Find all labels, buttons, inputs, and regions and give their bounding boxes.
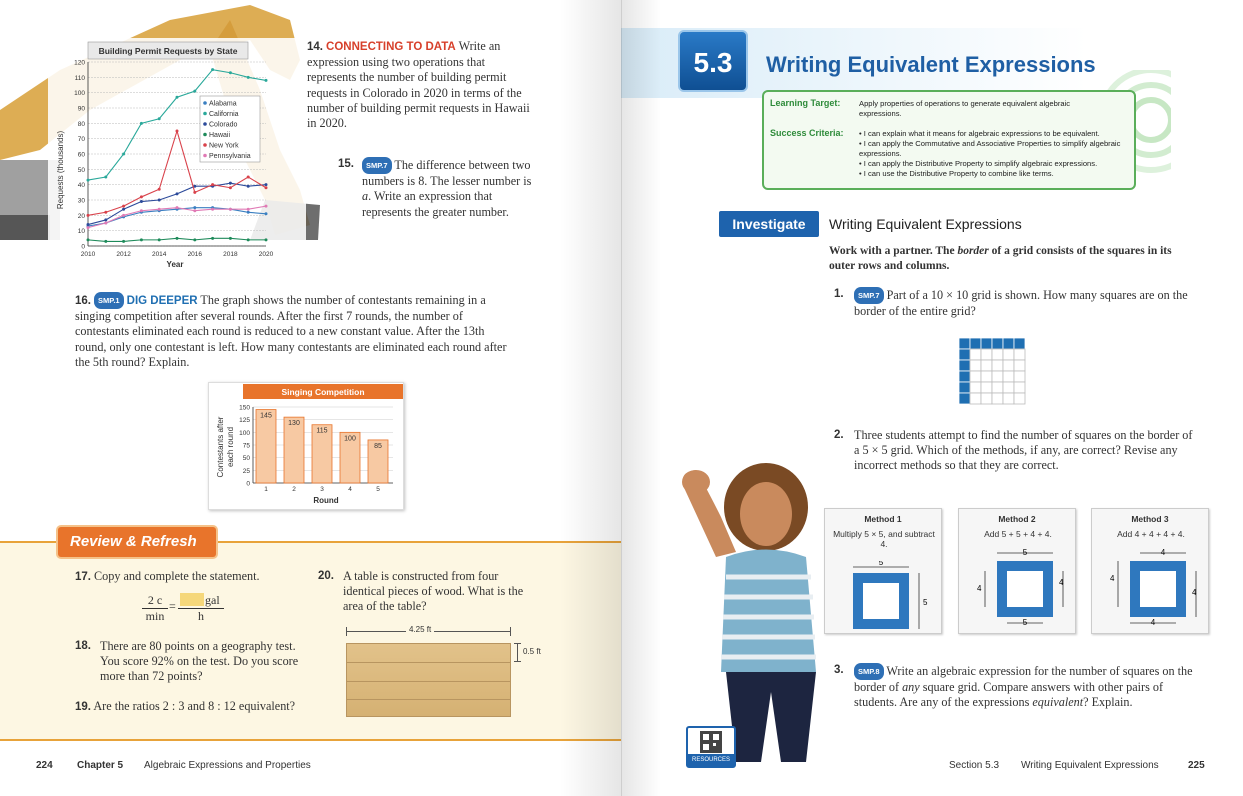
grid-inner-square xyxy=(1014,360,1025,371)
iq1-smp-badge: SMP.7 xyxy=(854,287,884,304)
x-tick-label: 3 xyxy=(320,486,324,493)
q17-proportion xyxy=(142,593,242,627)
wood-plank-divider xyxy=(347,662,510,663)
x-tick-label: 2010 xyxy=(80,251,96,258)
method-1-title: Method 1 xyxy=(864,514,902,524)
grid-border-square xyxy=(959,382,970,393)
grid-inner-square xyxy=(981,371,992,382)
question-15 xyxy=(340,157,540,220)
data-point xyxy=(122,205,125,208)
svg-text:4: 4 xyxy=(1150,618,1156,627)
grid-border-square xyxy=(959,371,970,382)
y-tick-label: 75 xyxy=(242,442,250,450)
question-18 xyxy=(75,639,300,685)
grid-inner-square xyxy=(992,349,1003,360)
q17-blank-box[interactable] xyxy=(180,593,204,606)
q20-width-label: 4.25 ft xyxy=(406,625,434,634)
grid-border-square xyxy=(959,338,970,349)
criteria-item: • I can use the Distributive Property to combine like terms. xyxy=(859,169,1054,178)
data-point xyxy=(140,195,143,198)
y-tick-label: 100 xyxy=(239,429,250,437)
svg-text:5: 5 xyxy=(1022,618,1028,627)
question-19 xyxy=(75,699,325,715)
q17-frac1-den: min xyxy=(145,609,165,623)
iq2-number: 2. xyxy=(834,429,844,441)
data-point xyxy=(229,182,232,185)
q14-text: Write an expression using two operations that represents the number of building permit requests in Colorado in 2020 in terms of the number of building permit requests in Hawaii in 2020. xyxy=(307,39,530,131)
legend-marker xyxy=(203,133,207,137)
learning-target-label: Learning Target: xyxy=(770,98,841,108)
data-point xyxy=(229,71,232,74)
grid-inner-square xyxy=(992,360,1003,371)
investigate-title: Writing Equivalent Expressions xyxy=(829,216,1022,232)
data-point xyxy=(87,238,90,241)
question-20 xyxy=(318,569,528,615)
q15-number: 15. xyxy=(338,158,354,170)
data-point xyxy=(211,237,214,240)
grid-inner-square xyxy=(970,349,981,360)
investigate-question-1 xyxy=(834,287,1194,319)
q17-text: Copy and complete the statement. xyxy=(94,569,260,583)
data-point xyxy=(176,96,179,99)
data-point xyxy=(158,238,161,241)
data-point xyxy=(104,176,107,179)
method-3-text: Add 4 + 4 + 4 + 4. xyxy=(1117,529,1185,539)
data-point xyxy=(87,223,90,226)
grid-inner-square xyxy=(970,360,981,371)
section-number-badge: 5.3 xyxy=(678,30,748,92)
q16-number: 16. xyxy=(75,295,91,307)
bar-value-label: 145 xyxy=(260,412,272,420)
wood-plank-divider xyxy=(347,681,510,682)
question-17 xyxy=(75,569,295,585)
bar-round-1 xyxy=(256,410,276,483)
bar-value-label: 115 xyxy=(316,427,328,435)
q16-text: The graph shows the number of contestants remaining in a singing competition after several rounds. After the first 7 rounds, the number of contestants eliminated each round is reduced to a new constant value. After the 13th round, only one contestant is left. How many contestants are eliminated each round after the 5th round? Explain. xyxy=(75,293,507,369)
x-tick-label: 2018 xyxy=(223,251,238,258)
grid-border-square xyxy=(1003,338,1014,349)
data-point xyxy=(140,238,143,241)
q17-frac1-num: 2 c xyxy=(147,593,163,607)
y-tick-label: 70 xyxy=(77,136,85,144)
question-16 xyxy=(75,292,515,370)
q20-number: 20. xyxy=(318,570,334,582)
grid-inner-square xyxy=(1003,371,1014,382)
right-page xyxy=(621,0,1243,796)
data-point xyxy=(247,76,250,79)
iq1-text: Part of a 10 × 10 grid is shown. How many squares are on the border of the entire grid? xyxy=(854,288,1188,319)
data-point xyxy=(229,237,232,240)
data-point xyxy=(158,208,161,211)
success-criteria-list xyxy=(859,129,1124,179)
data-point xyxy=(87,214,90,217)
iq2-text: Three students attempt to find the number of squares on the border of a 5 × 5 grid. Which of the methods, if any, are correct? Revise any incorrect methods so that they are correct. xyxy=(854,428,1193,473)
q19-number: 19. xyxy=(75,701,91,713)
data-point xyxy=(176,206,179,209)
data-point xyxy=(193,238,196,241)
x-axis-label: Year xyxy=(166,260,184,268)
y-tick-label: 10 xyxy=(77,228,85,236)
data-point xyxy=(193,191,196,194)
y-tick-label: 100 xyxy=(74,90,85,98)
data-point xyxy=(104,222,107,225)
data-point xyxy=(122,214,125,217)
x-tick-label: 2012 xyxy=(116,251,131,258)
data-point xyxy=(247,211,250,214)
q14-heading: CONNECTING TO DATA xyxy=(326,41,456,53)
y-tick-label: 25 xyxy=(242,467,250,475)
chart2-y-label-2: each round xyxy=(226,426,235,468)
method-2-diagram xyxy=(973,545,1073,629)
svg-text:5: 5 xyxy=(923,598,928,607)
criteria-item: • I can apply the Commutative and Associative Properties to simplify algebraic expressions. xyxy=(859,139,1121,158)
right-page-number: 225 xyxy=(1188,760,1205,771)
chart-title: Building Permit Requests by State xyxy=(98,46,238,56)
chart2-title: Singing Competition xyxy=(281,387,365,397)
data-point xyxy=(265,212,268,215)
grid-inner-square xyxy=(981,393,992,404)
data-point xyxy=(140,200,143,203)
singing-competition-chart xyxy=(208,382,404,510)
q20-height-tick xyxy=(514,661,521,662)
q17-number: 17. xyxy=(75,571,91,583)
y-tick-label: 20 xyxy=(77,212,85,220)
data-point xyxy=(104,240,107,243)
question-14 xyxy=(307,39,537,131)
x-tick-label: 2020 xyxy=(258,251,274,258)
q16-smp-badge: SMP.1 xyxy=(94,292,124,309)
grid-inner-square xyxy=(981,349,992,360)
svg-text:4: 4 xyxy=(1192,588,1197,597)
data-point xyxy=(265,205,268,208)
q16-heading: DIG DEEPER xyxy=(126,295,198,307)
q17-frac2-den: h xyxy=(198,609,204,623)
data-point xyxy=(265,186,268,189)
data-point xyxy=(104,211,107,214)
method-3-card xyxy=(1091,508,1209,634)
y-tick-label: 110 xyxy=(74,74,85,82)
data-point xyxy=(211,183,214,186)
legend-label: Pennsylvania xyxy=(209,153,251,160)
resources-qr-code[interactable] xyxy=(686,726,736,768)
grid-inner-square xyxy=(981,382,992,393)
data-point xyxy=(158,117,161,120)
partial-10x10-grid xyxy=(957,336,1029,408)
q15-smp-badge: SMP.7 xyxy=(362,157,392,174)
grid-border-square xyxy=(1014,338,1025,349)
grid-inner-square xyxy=(970,393,981,404)
y-axis-label: Requests (thousands) xyxy=(56,130,65,210)
data-point xyxy=(247,208,250,211)
legend-label: Hawaii xyxy=(209,132,231,139)
investigate-question-3: 3. SMP.8 Write an algebraic expression for the number of squares on the border of any square grid. Compare answers with other pairs of students. Are any of the expressions equivalent? Explain. xyxy=(834,664,1193,710)
bar-value-label: 100 xyxy=(344,435,356,443)
x-tick-label: 2014 xyxy=(151,251,167,258)
q20-width-tick-right xyxy=(510,627,511,636)
data-point xyxy=(122,153,125,156)
iq3-smp-badge: SMP.8 xyxy=(854,663,884,680)
data-point xyxy=(104,218,107,221)
grid-inner-square xyxy=(1003,382,1014,393)
q20-height-label: 0.5 ft xyxy=(523,647,541,656)
grid-inner-square xyxy=(981,360,992,371)
svg-text:5: 5 xyxy=(1022,548,1028,557)
method-3-diagram xyxy=(1106,545,1206,629)
grid-inner-square xyxy=(1003,393,1014,404)
data-point xyxy=(176,130,179,133)
y-tick-label: 40 xyxy=(77,182,85,190)
data-point xyxy=(265,183,268,186)
data-point xyxy=(158,199,161,202)
grid-border-square xyxy=(959,393,970,404)
grid-inner-square xyxy=(1014,382,1025,393)
grid-inner-square xyxy=(970,382,981,393)
y-tick-label: 90 xyxy=(77,105,85,113)
svg-text:4: 4 xyxy=(1160,548,1166,557)
legend-marker xyxy=(203,143,207,147)
legend-marker xyxy=(203,112,207,116)
grid-inner-square xyxy=(1014,349,1025,360)
grid-inner-square xyxy=(992,371,1003,382)
learning-target-text: Apply properties of operations to generate equivalent algebraic expressions. xyxy=(859,99,1071,118)
data-point xyxy=(176,237,179,240)
legend-label: Alabama xyxy=(209,100,237,108)
y-tick-label: 60 xyxy=(77,151,85,159)
q17-frac2-unit: gal xyxy=(205,593,220,607)
x-tick-label: 4 xyxy=(348,486,352,493)
data-point xyxy=(193,90,196,93)
chart2-y-label-1: Contestants after xyxy=(216,416,225,478)
review-refresh-tab: Review & Refresh xyxy=(58,527,216,557)
iq3-number: 3. xyxy=(834,664,844,676)
bar-value-label: 85 xyxy=(374,442,382,450)
data-point xyxy=(247,238,250,241)
data-point xyxy=(158,188,161,191)
legend-label: Colorado xyxy=(209,121,238,129)
chart2-x-label: Round xyxy=(313,496,339,505)
right-section-title: Writing Equivalent Expressions xyxy=(1021,760,1159,771)
data-point xyxy=(122,240,125,243)
legend-label: New York xyxy=(209,142,239,150)
grid-border-square xyxy=(970,338,981,349)
data-point xyxy=(247,185,250,188)
data-point xyxy=(87,179,90,182)
grid-inner-square xyxy=(1003,349,1014,360)
x-tick-label: 1 xyxy=(264,486,268,493)
grid-inner-square xyxy=(970,371,981,382)
q20-height-dimension xyxy=(514,643,554,663)
data-point xyxy=(193,206,196,209)
resources-label: RESOURCES xyxy=(688,754,734,766)
right-section-label: Section 5.3 xyxy=(949,760,1000,771)
q17-equals: = xyxy=(169,599,176,613)
grid-inner-square xyxy=(992,382,1003,393)
criteria-item: • I can apply the Distributive Property to simplify algebraic expressions. xyxy=(859,159,1098,168)
grid-border-square xyxy=(981,338,992,349)
data-point xyxy=(140,122,143,125)
grid-border-square xyxy=(959,360,970,371)
method-2-card xyxy=(958,508,1076,634)
criteria-item: • I can explain what it means for algebraic expressions to be equivalent. xyxy=(859,129,1100,138)
y-tick-label: 50 xyxy=(242,455,250,463)
q15-variable: a xyxy=(362,189,369,204)
learning-target-box xyxy=(762,90,1136,190)
left-page xyxy=(0,0,621,796)
student-photo xyxy=(666,462,866,762)
y-tick-label: 125 xyxy=(239,417,250,425)
x-tick-label: 2016 xyxy=(187,251,203,258)
q18-text: There are 80 points on a geography test. You score 92% on the test. Do you score more than 72 points? xyxy=(100,639,299,684)
legend-marker xyxy=(203,122,207,126)
data-point xyxy=(193,209,196,212)
investigate-question-2 xyxy=(834,428,1194,474)
svg-text:4: 4 xyxy=(977,584,982,593)
q20-width-dimension xyxy=(346,625,511,639)
q20-text: A table is constructed from four identical pieces of wood. What is the area of the table? xyxy=(343,569,524,614)
data-point xyxy=(140,209,143,212)
data-point xyxy=(87,226,90,229)
method-2-title: Method 2 xyxy=(998,514,1036,524)
svg-text:5: 5 xyxy=(878,561,884,567)
data-point xyxy=(229,208,232,211)
q15-text: The difference between two numbers is 8. The lesser number is xyxy=(362,158,532,189)
grid-border-square xyxy=(992,338,1003,349)
q20-height-line xyxy=(517,643,518,662)
data-point xyxy=(211,208,214,211)
data-point xyxy=(265,238,268,241)
data-point xyxy=(122,208,125,211)
grid-inner-square xyxy=(992,393,1003,404)
q20-width-tick-left xyxy=(346,627,347,636)
success-criteria-label: Success Criteria: xyxy=(770,128,844,138)
qr-pattern-icon xyxy=(688,729,734,755)
left-chapter-label: Chapter 5 xyxy=(77,760,124,771)
building-permit-chart xyxy=(48,38,306,268)
svg-text:4: 4 xyxy=(1059,578,1064,587)
investigate-intro: Work with a partner. The border of a grid consists of the squares in its outer rows and columns. xyxy=(829,245,1172,273)
left-page-number: 224 xyxy=(36,760,53,771)
q20-table-top xyxy=(346,643,511,717)
investigate-tab: Investigate xyxy=(719,211,819,237)
y-tick-label: 120 xyxy=(74,59,85,67)
x-tick-label: 5 xyxy=(376,486,380,493)
data-point xyxy=(176,192,179,195)
y-tick-label: 0 xyxy=(246,480,250,488)
method-3-title: Method 3 xyxy=(1131,514,1169,524)
chart-background xyxy=(48,38,306,268)
method-2-text: Add 5 + 5 + 4 + 4. xyxy=(984,529,1052,539)
y-tick-label: 150 xyxy=(239,404,250,412)
q18-number: 18. xyxy=(75,640,91,652)
y-tick-label: 80 xyxy=(77,120,85,128)
data-point xyxy=(229,186,232,189)
q19-text: Are the ratios 2 : 3 and 8 : 12 equivalent? xyxy=(93,699,296,713)
bar-value-label: 130 xyxy=(288,420,300,428)
data-point xyxy=(247,176,250,179)
grid-inner-square xyxy=(1014,371,1025,382)
data-point xyxy=(211,68,214,71)
section-title: Writing Equivalent Expressions xyxy=(766,52,1096,77)
y-tick-label: 50 xyxy=(77,166,85,174)
x-tick-label: 2 xyxy=(292,486,296,493)
wood-plank-divider xyxy=(347,699,510,700)
q20-height-tick xyxy=(514,643,521,644)
data-point xyxy=(265,79,268,82)
grid-inner-square xyxy=(1014,393,1025,404)
grid-inner-square xyxy=(1003,360,1014,371)
svg-text:4: 4 xyxy=(1110,574,1115,583)
q14-number: 14. xyxy=(307,41,323,53)
grid-border-square xyxy=(959,349,970,360)
legend-label: California xyxy=(209,111,239,118)
q15-text-2: . Write an expression that represents the greater number. xyxy=(362,189,509,219)
method-1-text: Multiply 5 × 5, and subtract 4. xyxy=(833,529,935,549)
legend-marker xyxy=(203,101,207,105)
y-tick-label: 30 xyxy=(77,197,85,205)
iq1-number: 1. xyxy=(834,288,844,300)
left-chapter-title: Algebraic Expressions and Properties xyxy=(144,760,311,771)
y-tick-label: 0 xyxy=(81,243,85,251)
legend-marker xyxy=(203,154,207,158)
